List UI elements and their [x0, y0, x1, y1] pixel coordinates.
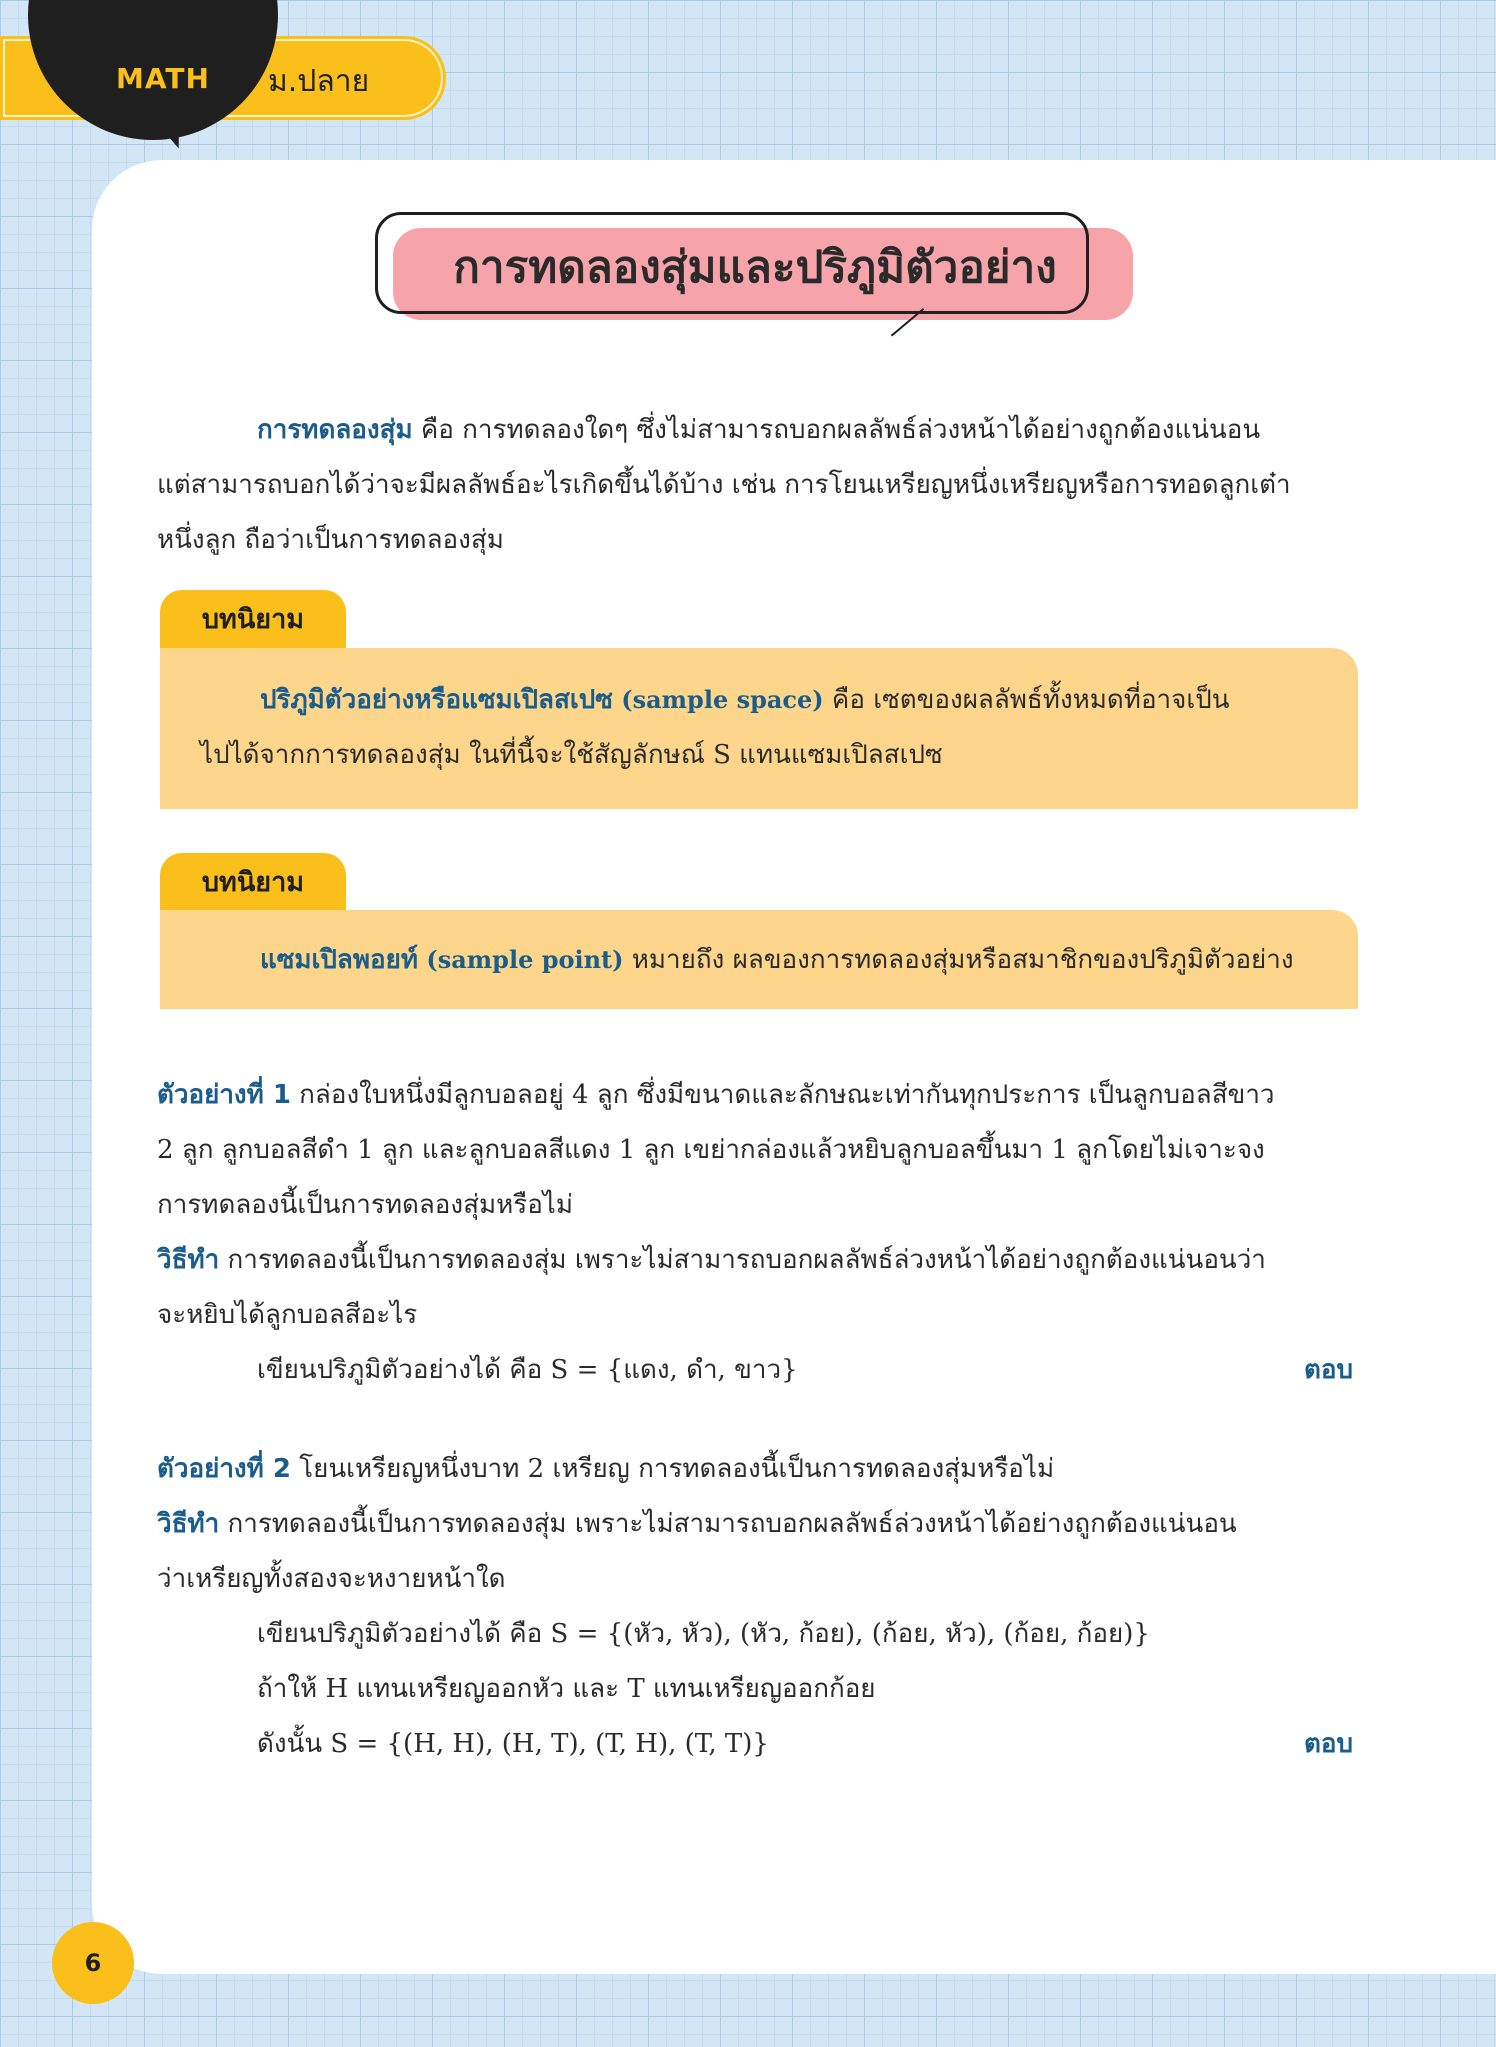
definition-line: คือ เซตของผลลัพธ์ทั้งหมดที่อาจเป็น — [823, 685, 1230, 715]
method-line: การทดลองนี้เป็นการทดลองสุ่ม เพราะไม่สามารถบอกผลลัพธ์ล่วงหน้าได้อย่างถูกต้องแน่นอนว่า — [219, 1245, 1266, 1275]
example-line: การทดลองนี้เป็นการทดลองสุ่มหรือไม่ — [157, 1190, 574, 1220]
method-line: ดังนั้น S = {(H, H), (H, T), (T, H), (T, T)} — [257, 1729, 769, 1759]
example-label: ตัวอย่างที่ 1 — [157, 1080, 291, 1110]
method-line: การทดลองนี้เป็นการทดลองสุ่ม เพราะไม่สามารถบอกผลลัพธ์ล่วงหน้าได้อย่างถูกต้องแน่นอน — [219, 1509, 1237, 1539]
definition-box — [160, 648, 1358, 809]
page-number: 6 — [52, 1922, 134, 2004]
intro-line: แต่สามารถบอกได้ว่าจะมีผลลัพธ์อะไรเกิดขึ้นได้บ้าง เช่น การโยนเหรียญหนึ่งเหรียญหรือการทอดลูกเต๋า — [157, 470, 1291, 500]
definition-line: ไปได้จากการทดลองสุ่ม ในที่นี้จะใช้สัญลักษณ์ S แทนแซมเปิลสเปซ — [200, 740, 943, 770]
method-label: วิธีทำ — [157, 1245, 220, 1275]
intro-term: การทดลองสุ่ม — [257, 415, 413, 445]
intro-paragraph — [157, 403, 1353, 568]
title-badge — [375, 212, 1135, 332]
definition-term: แซมเปิลพอยท์ — [260, 945, 418, 975]
example-1 — [157, 1068, 1353, 1398]
page-title: การทดลองสุ่มและปริภูมิตัวอย่าง — [453, 242, 1057, 293]
definition-box — [160, 910, 1358, 1009]
method-line: จะหยิบได้ลูกบอลสีอะไร — [157, 1300, 418, 1330]
level-label: ม.ปลาย — [268, 64, 370, 99]
method-line: ถ้าให้ H แทนเหรียญออกหัว และ T แทนเหรียญออกก้อย — [257, 1674, 876, 1704]
intro-line: คือ การทดลองใดๆ ซึ่งไม่สามารถบอกผลลัพธ์ล่วงหน้าได้อย่างถูกต้องแน่นอน — [412, 415, 1261, 445]
example-line: กล่องใบหนึ่งมีลูกบอลอยู่ 4 ลูก ซึ่งมีขนาดและลักษณะเท่ากันทุกประการ เป็นลูกบอลสีขาว — [290, 1080, 1275, 1110]
method-label: วิธีทำ — [157, 1509, 220, 1539]
definition-line: หมายถึง ผลของการทดลองสุ่มหรือสมาชิกของปริภูมิตัวอย่าง — [623, 945, 1294, 975]
example-2 — [157, 1442, 1353, 1772]
intro-line: หนึ่งลูก ถือว่าเป็นการทดลองสุ่ม — [157, 525, 504, 555]
definition-term: ปริภูมิตัวอย่างหรือแซมเปิลสเปซ — [260, 685, 613, 715]
subject-label: MATH — [116, 62, 210, 95]
example-line: โยนเหรียญหนึ่งบาท 2 เหรียญ การทดลองนี้เป็นการทดลองสุ่มหรือไม่ — [290, 1454, 1055, 1484]
method-line: เขียนปริภูมิตัวอย่างได้ คือ S = {แดง, ดำ, ขาว} — [257, 1355, 798, 1385]
example-label: ตัวอย่างที่ 2 — [157, 1454, 291, 1484]
definition-term-en: (sample point) — [418, 945, 624, 974]
example-line: 2 ลูก ลูกบอลสีดำ 1 ลูก และลูกบอลสีแดง 1 ลูก เขย่ากล่องแล้วหยิบลูกบอลขึ้นมา 1 ลูกโดยไม่เจาะจง — [157, 1135, 1265, 1165]
definition-tab: บทนิยาม — [160, 853, 346, 913]
speech-bubble-tail — [147, 108, 184, 152]
method-line: เขียนปริภูมิตัวอย่างได้ คือ S = {(หัว, หัว), (หัว, ก้อย), (ก้อย, หัว), (ก้อย, ก้อย)} — [257, 1619, 1150, 1649]
answer-label: ตอบ — [1303, 1355, 1353, 1385]
definition-term-en: (sample space) — [612, 685, 824, 714]
answer-label: ตอบ — [1303, 1729, 1353, 1759]
definition-tab: บทนิยาม — [160, 590, 346, 650]
method-line: ว่าเหรียญทั้งสองจะหงายหน้าใด — [157, 1564, 506, 1594]
